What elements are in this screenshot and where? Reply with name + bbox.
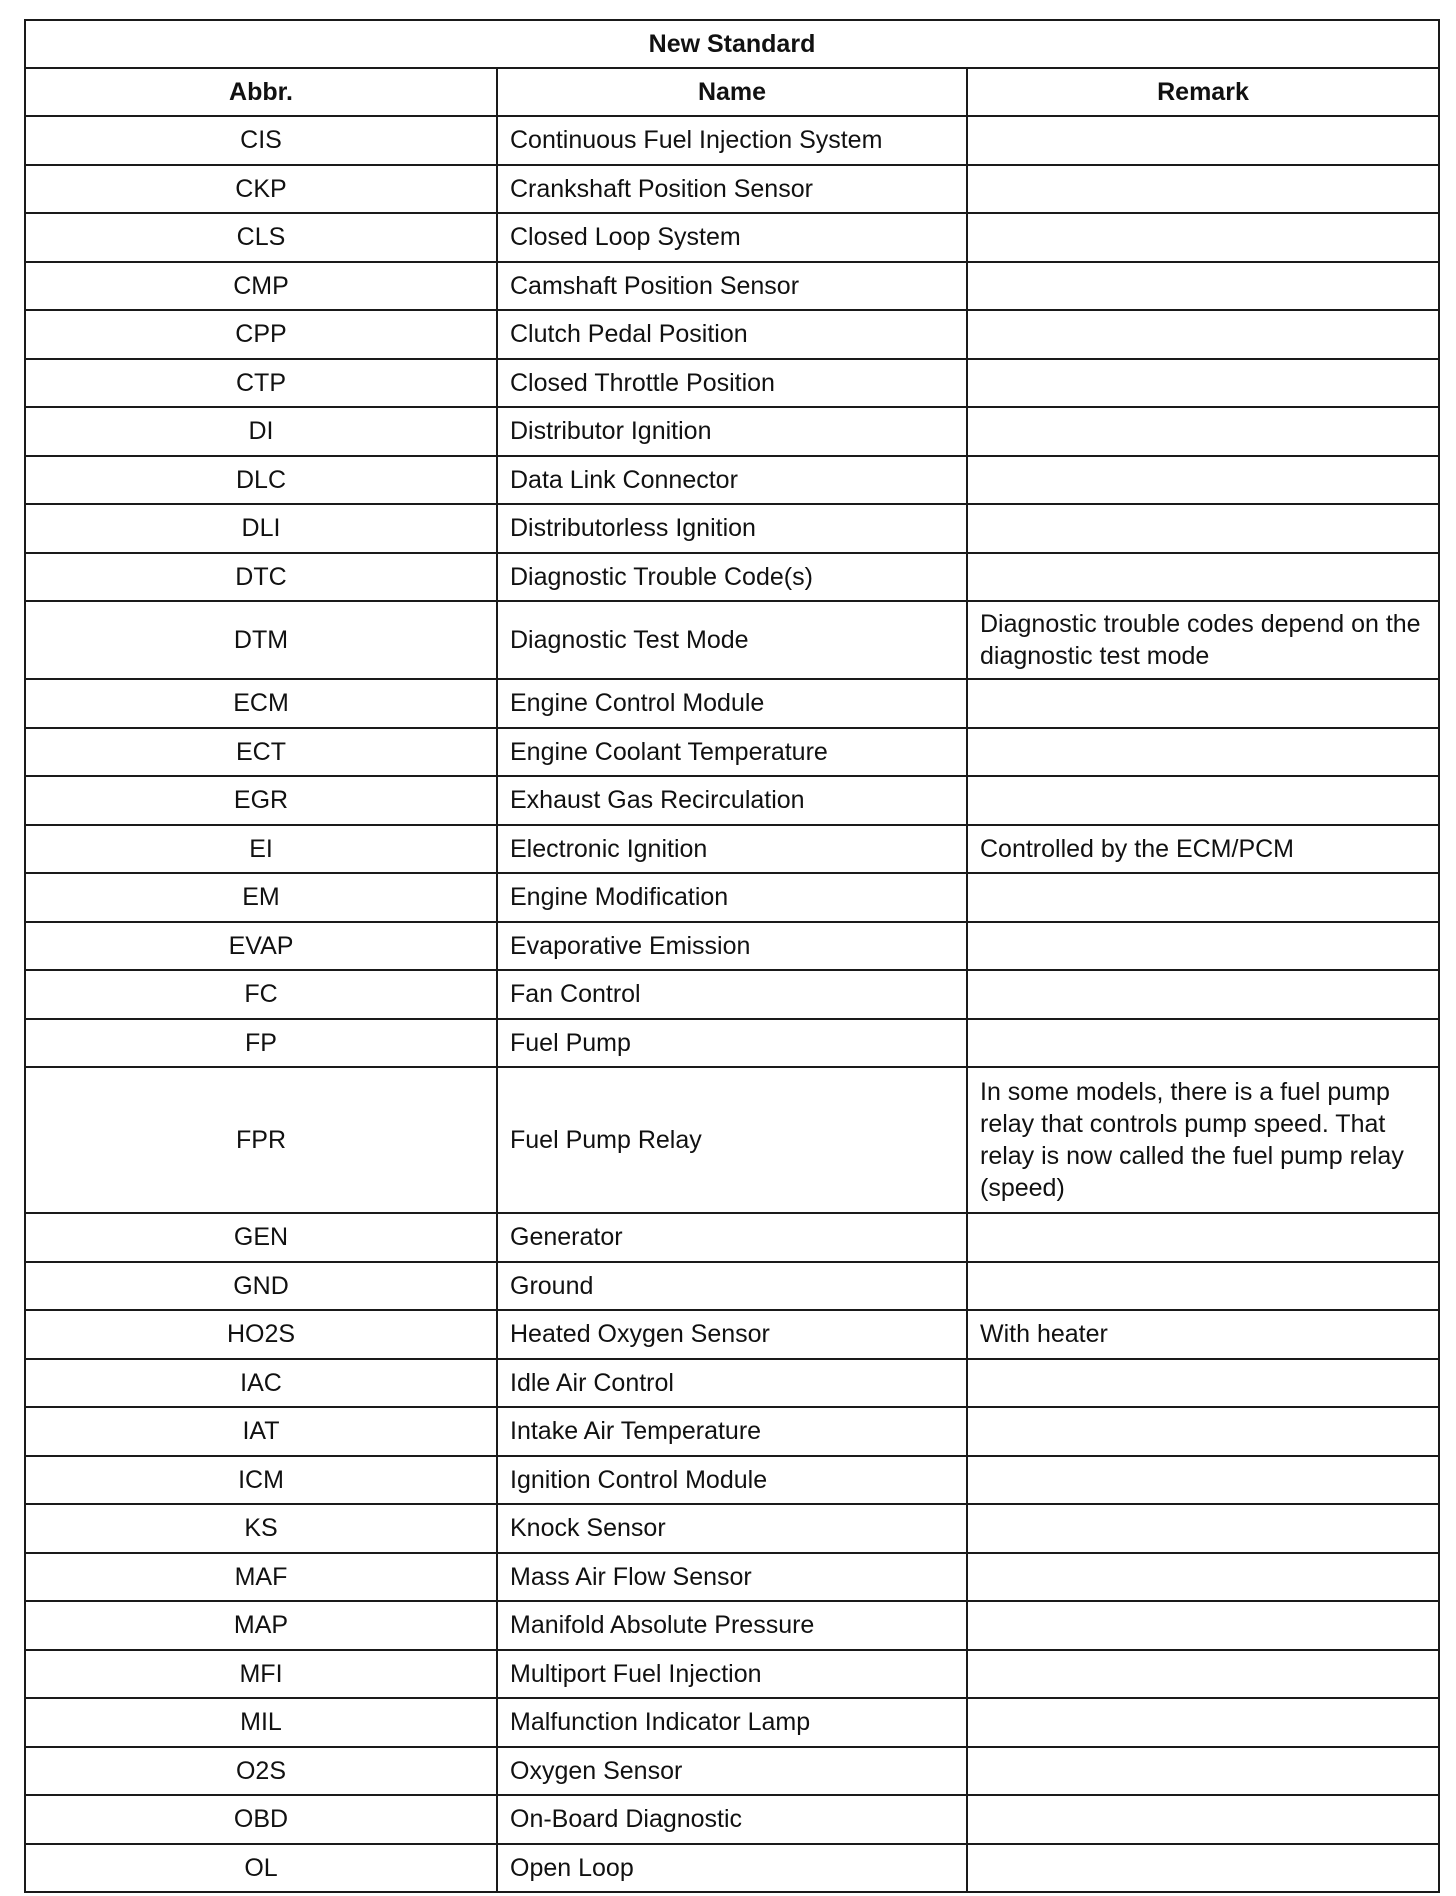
table-row <box>25 1795 1439 1844</box>
abbr-cell: HO2S <box>25 1310 497 1359</box>
remark-cell <box>967 728 1439 777</box>
table-title-row <box>25 20 1439 68</box>
remark-cell <box>967 873 1439 922</box>
name-cell: Heated Oxygen Sensor <box>497 1310 967 1359</box>
table-row <box>25 116 1439 165</box>
abbr-cell: EI <box>25 825 497 874</box>
table-row <box>25 970 1439 1019</box>
name-cell: Mass Air Flow Sensor <box>497 1553 967 1602</box>
remark-cell <box>967 1019 1439 1068</box>
name-cell: Electronic Ignition <box>497 825 967 874</box>
name-cell: Fuel Pump Relay <box>497 1067 967 1213</box>
name-cell: Camshaft Position Sensor <box>497 262 967 311</box>
table-row <box>25 1553 1439 1602</box>
abbr-cell: CPP <box>25 310 497 359</box>
name-cell: On-Board Diagnostic <box>497 1795 967 1844</box>
name-cell: Engine Coolant Temperature <box>497 728 967 777</box>
abbr-cell: MAP <box>25 1601 497 1650</box>
abbr-cell: DTM <box>25 601 497 679</box>
table-row <box>25 873 1439 922</box>
abbr-cell: EGR <box>25 776 497 825</box>
remark-cell <box>967 1698 1439 1747</box>
table-row <box>25 1747 1439 1796</box>
remark-cell <box>967 1795 1439 1844</box>
abbreviation-sheet <box>24 19 1438 1893</box>
abbr-cell: DTC <box>25 553 497 602</box>
table-body <box>25 116 1439 1892</box>
name-cell: Open Loop <box>497 1844 967 1893</box>
abbr-cell: DLI <box>25 504 497 553</box>
remark-cell: With heater <box>967 1310 1439 1359</box>
table-row <box>25 728 1439 777</box>
remark-cell <box>967 213 1439 262</box>
name-cell: Manifold Absolute Pressure <box>497 1601 967 1650</box>
abbr-cell: IAC <box>25 1359 497 1408</box>
abbr-cell: EVAP <box>25 922 497 971</box>
remark-cell <box>967 504 1439 553</box>
abbr-cell: KS <box>25 1504 497 1553</box>
name-cell: Exhaust Gas Recirculation <box>497 776 967 825</box>
table-row <box>25 213 1439 262</box>
abbr-cell: OL <box>25 1844 497 1893</box>
table-row <box>25 456 1439 505</box>
table-row <box>25 1213 1439 1262</box>
name-cell: Distributor Ignition <box>497 407 967 456</box>
name-cell: Ground <box>497 1262 967 1311</box>
column-header-abbr: Abbr. <box>25 68 497 116</box>
name-cell: Closed Throttle Position <box>497 359 967 408</box>
abbr-cell: ICM <box>25 1456 497 1505</box>
abbr-cell: ECT <box>25 728 497 777</box>
name-cell: Closed Loop System <box>497 213 967 262</box>
table-row <box>25 1019 1439 1068</box>
table-row <box>25 407 1439 456</box>
remark-cell <box>967 1456 1439 1505</box>
column-header-remark: Remark <box>967 68 1439 116</box>
table-row <box>25 922 1439 971</box>
abbr-cell: MAF <box>25 1553 497 1602</box>
table-row <box>25 1504 1439 1553</box>
table-row <box>25 1698 1439 1747</box>
remark-cell <box>967 1650 1439 1699</box>
abbr-cell: FP <box>25 1019 497 1068</box>
remark-cell <box>967 1844 1439 1893</box>
table-row <box>25 1650 1439 1699</box>
table-row <box>25 825 1439 874</box>
remark-cell <box>967 1213 1439 1262</box>
name-cell: Knock Sensor <box>497 1504 967 1553</box>
table-row <box>25 1601 1439 1650</box>
name-cell: Fan Control <box>497 970 967 1019</box>
remark-cell <box>967 1601 1439 1650</box>
remark-cell <box>967 1747 1439 1796</box>
remark-cell <box>967 1407 1439 1456</box>
name-cell: Intake Air Temperature <box>497 1407 967 1456</box>
remark-cell <box>967 165 1439 214</box>
abbr-cell: ECM <box>25 679 497 728</box>
name-cell: Engine Control Module <box>497 679 967 728</box>
table-row <box>25 776 1439 825</box>
abbr-cell: OBD <box>25 1795 497 1844</box>
abbr-cell: DLC <box>25 456 497 505</box>
table-row <box>25 1844 1439 1893</box>
table-row <box>25 165 1439 214</box>
table-row <box>25 359 1439 408</box>
remark-cell <box>967 1553 1439 1602</box>
table-row <box>25 679 1439 728</box>
table-row <box>25 1310 1439 1359</box>
name-cell: Generator <box>497 1213 967 1262</box>
abbr-cell: CIS <box>25 116 497 165</box>
name-cell: Engine Modification <box>497 873 967 922</box>
remark-cell <box>967 553 1439 602</box>
abbr-cell: FPR <box>25 1067 497 1213</box>
remark-cell <box>967 922 1439 971</box>
remark-cell: Diagnostic trouble codes depend on the diagnostic test mode <box>967 601 1439 679</box>
abbreviation-table <box>24 19 1440 1893</box>
name-cell: Distributorless Ignition <box>497 504 967 553</box>
name-cell: Data Link Connector <box>497 456 967 505</box>
table-row <box>25 262 1439 311</box>
table-title: New Standard <box>25 20 1439 68</box>
abbr-cell: GND <box>25 1262 497 1311</box>
name-cell: Diagnostic Test Mode <box>497 601 967 679</box>
abbr-cell: CKP <box>25 165 497 214</box>
remark-cell <box>967 776 1439 825</box>
name-cell: Fuel Pump <box>497 1019 967 1068</box>
table-row <box>25 1407 1439 1456</box>
name-cell: Oxygen Sensor <box>497 1747 967 1796</box>
abbr-cell: IAT <box>25 1407 497 1456</box>
abbr-cell: FC <box>25 970 497 1019</box>
abbr-cell: MIL <box>25 1698 497 1747</box>
name-cell: Malfunction Indicator Lamp <box>497 1698 967 1747</box>
abbr-cell: MFI <box>25 1650 497 1699</box>
table-row <box>25 1456 1439 1505</box>
remark-cell <box>967 310 1439 359</box>
remark-cell <box>967 116 1439 165</box>
abbr-cell: DI <box>25 407 497 456</box>
name-cell: Ignition Control Module <box>497 1456 967 1505</box>
table-row <box>25 1262 1439 1311</box>
name-cell: Multiport Fuel Injection <box>497 1650 967 1699</box>
abbr-cell: CTP <box>25 359 497 408</box>
name-cell: Idle Air Control <box>497 1359 967 1408</box>
table-row <box>25 1359 1439 1408</box>
abbr-cell: CMP <box>25 262 497 311</box>
remark-cell <box>967 456 1439 505</box>
abbr-cell: CLS <box>25 213 497 262</box>
name-cell: Crankshaft Position Sensor <box>497 165 967 214</box>
table-row <box>25 553 1439 602</box>
remark-cell <box>967 1504 1439 1553</box>
remark-cell <box>967 359 1439 408</box>
column-header-name: Name <box>497 68 967 116</box>
remark-cell <box>967 1262 1439 1311</box>
remark-cell <box>967 679 1439 728</box>
table-row <box>25 310 1439 359</box>
remark-cell <box>967 407 1439 456</box>
table-row <box>25 601 1439 679</box>
name-cell: Clutch Pedal Position <box>497 310 967 359</box>
abbr-cell: EM <box>25 873 497 922</box>
table-header-row <box>25 68 1439 116</box>
name-cell: Evaporative Emission <box>497 922 967 971</box>
remark-cell <box>967 262 1439 311</box>
abbr-cell: GEN <box>25 1213 497 1262</box>
table-row <box>25 504 1439 553</box>
abbr-cell: O2S <box>25 1747 497 1796</box>
name-cell: Diagnostic Trouble Code(s) <box>497 553 967 602</box>
name-cell: Continuous Fuel Injection System <box>497 116 967 165</box>
table-row <box>25 1067 1439 1213</box>
remark-cell: Controlled by the ECM/PCM <box>967 825 1439 874</box>
remark-cell <box>967 970 1439 1019</box>
remark-cell <box>967 1359 1439 1408</box>
remark-cell: In some models, there is a fuel pump relay that controls pump speed. That relay is now called the fuel pump relay (speed) <box>967 1067 1439 1213</box>
